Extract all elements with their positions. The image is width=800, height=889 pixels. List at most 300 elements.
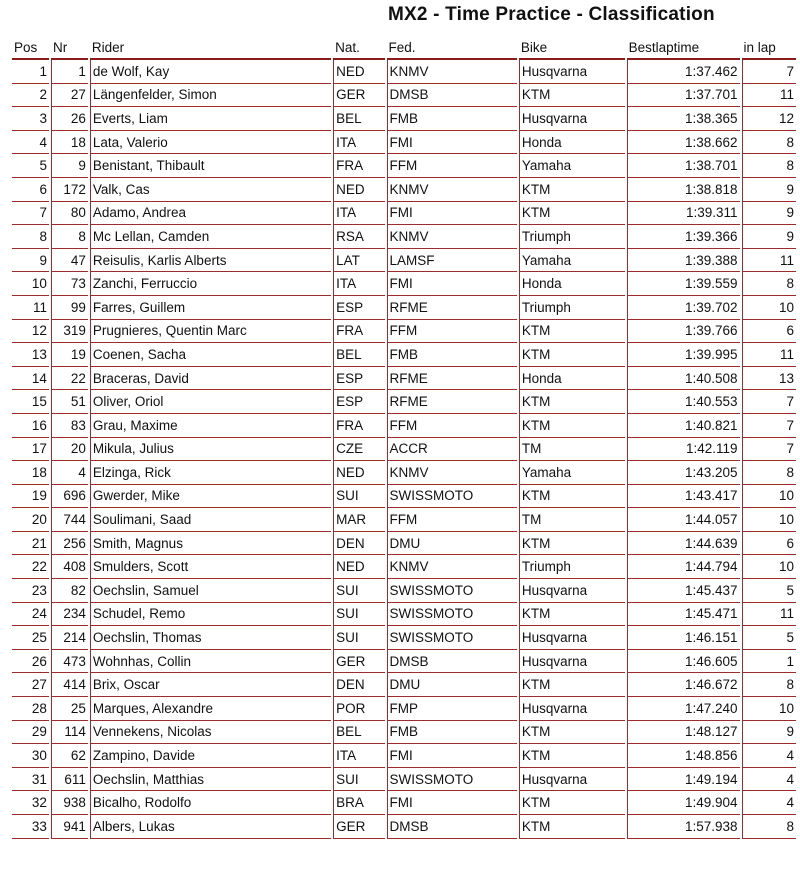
table-row — [12, 390, 796, 414]
cell-rider: Farres, Guillem — [90, 296, 331, 320]
table-row — [12, 673, 796, 697]
table-row — [12, 272, 796, 296]
table-row — [12, 414, 796, 438]
cell-bike: TM — [519, 508, 625, 532]
cell-pos: 18 — [12, 461, 49, 485]
cell-nat: NED — [333, 461, 384, 485]
cell-pos: 9 — [12, 249, 49, 273]
cell-pos: 14 — [12, 367, 49, 391]
cell-in-lap: 5 — [742, 626, 796, 650]
cell-pos: 7 — [12, 202, 49, 226]
cell-in-lap: 11 — [742, 84, 796, 108]
cell-bike: KTM — [519, 532, 625, 556]
cell-bike: Husqvarna — [519, 626, 625, 650]
cell-nat: GER — [333, 84, 384, 108]
table-row — [12, 84, 796, 108]
table-row — [12, 815, 796, 839]
cell-rider: Gwerder, Mike — [90, 485, 331, 509]
cell-bestlaptime: 1:57.938 — [627, 815, 740, 839]
cell-nat: ITA — [333, 202, 384, 226]
cell-fed: FFM — [387, 154, 517, 178]
cell-in-lap: 7 — [742, 438, 796, 462]
cell-nr: 611 — [51, 768, 88, 792]
cell-nat: SUI — [333, 626, 384, 650]
cell-fed: KNMV — [387, 461, 517, 485]
cell-rider: Grau, Maxime — [90, 414, 331, 438]
cell-fed: SWISSMOTO — [387, 603, 517, 627]
cell-nr: 27 — [51, 84, 88, 108]
cell-fed: FFM — [387, 320, 517, 344]
cell-fed: RFME — [387, 367, 517, 391]
cell-nat: LAT — [333, 249, 384, 273]
table-row — [12, 508, 796, 532]
table-row — [12, 791, 796, 815]
cell-rider: Zanchi, Ferruccio — [90, 272, 331, 296]
cell-pos: 17 — [12, 438, 49, 462]
cell-fed: FMI — [387, 744, 517, 768]
cell-bestlaptime: 1:46.672 — [627, 673, 740, 697]
column-header-pos: Pos — [12, 36, 49, 60]
cell-nr: 73 — [51, 272, 88, 296]
cell-bike: Honda — [519, 272, 625, 296]
cell-bike: KTM — [519, 178, 625, 202]
table-row — [12, 744, 796, 768]
cell-nat: ESP — [333, 390, 384, 414]
cell-fed: DMSB — [387, 84, 517, 108]
cell-bike: KTM — [519, 721, 625, 745]
cell-rider: Schudel, Remo — [90, 603, 331, 627]
cell-bestlaptime: 1:39.559 — [627, 272, 740, 296]
cell-bestlaptime: 1:44.639 — [627, 532, 740, 556]
cell-pos: 30 — [12, 744, 49, 768]
cell-in-lap: 10 — [742, 296, 796, 320]
table-row — [12, 461, 796, 485]
cell-fed: LAMSF — [387, 249, 517, 273]
table-row — [12, 650, 796, 674]
cell-pos: 19 — [12, 485, 49, 509]
cell-fed: SWISSMOTO — [387, 485, 517, 509]
cell-bike: KTM — [519, 744, 625, 768]
cell-fed: KNMV — [387, 555, 517, 579]
cell-bestlaptime: 1:39.702 — [627, 296, 740, 320]
table-row — [12, 154, 796, 178]
cell-bestlaptime: 1:43.205 — [627, 461, 740, 485]
cell-pos: 20 — [12, 508, 49, 532]
cell-bestlaptime: 1:38.662 — [627, 131, 740, 155]
cell-in-lap: 10 — [742, 555, 796, 579]
cell-pos: 33 — [12, 815, 49, 839]
cell-rider: Zampino, Davide — [90, 744, 331, 768]
cell-bike: Honda — [519, 367, 625, 391]
cell-in-lap: 4 — [742, 791, 796, 815]
cell-bike: Husqvarna — [519, 768, 625, 792]
cell-nr: 214 — [51, 626, 88, 650]
classification-table — [10, 36, 798, 839]
cell-in-lap: 8 — [742, 154, 796, 178]
cell-nat: NED — [333, 555, 384, 579]
cell-pos: 21 — [12, 532, 49, 556]
cell-nr: 47 — [51, 249, 88, 273]
cell-in-lap: 7 — [742, 390, 796, 414]
cell-nat: BEL — [333, 343, 384, 367]
cell-nr: 172 — [51, 178, 88, 202]
cell-nat: ESP — [333, 367, 384, 391]
cell-bestlaptime: 1:40.821 — [627, 414, 740, 438]
cell-rider: Everts, Liam — [90, 107, 331, 131]
table-row — [12, 320, 796, 344]
cell-rider: Vennekens, Nicolas — [90, 721, 331, 745]
cell-rider: Oliver, Oriol — [90, 390, 331, 414]
cell-rider: Lata, Valerio — [90, 131, 331, 155]
cell-pos: 10 — [12, 272, 49, 296]
cell-bike: Yamaha — [519, 461, 625, 485]
table-row — [12, 367, 796, 391]
cell-pos: 1 — [12, 60, 49, 84]
cell-bike: Husqvarna — [519, 579, 625, 603]
cell-fed: FMI — [387, 791, 517, 815]
cell-fed: FMB — [387, 343, 517, 367]
cell-in-lap: 4 — [742, 744, 796, 768]
cell-nr: 80 — [51, 202, 88, 226]
cell-nat: RSA — [333, 225, 384, 249]
table-row — [12, 225, 796, 249]
cell-rider: Valk, Cas — [90, 178, 331, 202]
cell-rider: Smith, Magnus — [90, 532, 331, 556]
cell-in-lap: 1 — [742, 650, 796, 674]
cell-nat: FRA — [333, 320, 384, 344]
cell-bestlaptime: 1:42.119 — [627, 438, 740, 462]
cell-nr: 4 — [51, 461, 88, 485]
table-row — [12, 697, 796, 721]
cell-bike: Triumph — [519, 296, 625, 320]
cell-in-lap: 8 — [742, 673, 796, 697]
cell-pos: 5 — [12, 154, 49, 178]
cell-bestlaptime: 1:40.553 — [627, 390, 740, 414]
cell-bestlaptime: 1:45.471 — [627, 603, 740, 627]
cell-rider: Soulimani, Saad — [90, 508, 331, 532]
cell-fed: FMP — [387, 697, 517, 721]
table-row — [12, 532, 796, 556]
table-row — [12, 107, 796, 131]
cell-fed: KNMV — [387, 60, 517, 84]
column-header-nr: Nr — [51, 36, 88, 60]
table-row — [12, 438, 796, 462]
table-row — [12, 579, 796, 603]
cell-nat: FRA — [333, 154, 384, 178]
cell-rider: Oechslin, Samuel — [90, 579, 331, 603]
cell-in-lap: 7 — [742, 60, 796, 84]
cell-bestlaptime: 1:39.366 — [627, 225, 740, 249]
column-header-in-lap: in lap — [742, 36, 796, 60]
cell-rider: Reisulis, Karlis Alberts — [90, 249, 331, 273]
cell-nr: 9 — [51, 154, 88, 178]
cell-nr: 99 — [51, 296, 88, 320]
cell-nat: ITA — [333, 744, 384, 768]
cell-bike: KTM — [519, 343, 625, 367]
cell-pos: 3 — [12, 107, 49, 131]
cell-fed: FMB — [387, 721, 517, 745]
cell-nr: 938 — [51, 791, 88, 815]
cell-pos: 27 — [12, 673, 49, 697]
cell-fed: FFM — [387, 414, 517, 438]
cell-bestlaptime: 1:38.818 — [627, 178, 740, 202]
cell-fed: SWISSMOTO — [387, 768, 517, 792]
column-header-bestlaptime: Bestlaptime — [627, 36, 740, 60]
cell-pos: 28 — [12, 697, 49, 721]
cell-pos: 12 — [12, 320, 49, 344]
column-header-nat: Nat. — [333, 36, 384, 60]
cell-in-lap: 10 — [742, 485, 796, 509]
cell-nr: 22 — [51, 367, 88, 391]
cell-rider: Oechslin, Matthias — [90, 768, 331, 792]
cell-in-lap: 7 — [742, 414, 796, 438]
cell-fed: FMI — [387, 202, 517, 226]
cell-nat: DEN — [333, 673, 384, 697]
cell-bike: Triumph — [519, 555, 625, 579]
cell-nr: 114 — [51, 721, 88, 745]
cell-bestlaptime: 1:44.057 — [627, 508, 740, 532]
cell-in-lap: 12 — [742, 107, 796, 131]
cell-nat: DEN — [333, 532, 384, 556]
cell-fed: FMB — [387, 107, 517, 131]
cell-pos: 6 — [12, 178, 49, 202]
cell-pos: 25 — [12, 626, 49, 650]
cell-bike: KTM — [519, 603, 625, 627]
cell-in-lap: 4 — [742, 768, 796, 792]
column-header-bike: Bike — [519, 36, 625, 60]
cell-bike: Husqvarna — [519, 697, 625, 721]
table-row — [12, 131, 796, 155]
cell-in-lap: 11 — [742, 343, 796, 367]
table-row — [12, 555, 796, 579]
cell-fed: RFME — [387, 296, 517, 320]
cell-nat: SUI — [333, 603, 384, 627]
table-row — [12, 296, 796, 320]
cell-nr: 20 — [51, 438, 88, 462]
cell-in-lap: 8 — [742, 131, 796, 155]
cell-nr: 234 — [51, 603, 88, 627]
cell-bike: KTM — [519, 791, 625, 815]
cell-bike: Husqvarna — [519, 60, 625, 84]
cell-bike: Honda — [519, 131, 625, 155]
cell-rider: Benistant, Thibault — [90, 154, 331, 178]
cell-rider: Längenfelder, Simon — [90, 84, 331, 108]
cell-pos: 32 — [12, 791, 49, 815]
cell-in-lap: 9 — [742, 178, 796, 202]
cell-in-lap: 9 — [742, 225, 796, 249]
table-row — [12, 202, 796, 226]
cell-nat: NED — [333, 178, 384, 202]
cell-bestlaptime: 1:44.794 — [627, 555, 740, 579]
cell-fed: DMU — [387, 532, 517, 556]
cell-nat: NED — [333, 60, 384, 84]
table-row — [12, 343, 796, 367]
cell-pos: 8 — [12, 225, 49, 249]
cell-in-lap: 13 — [742, 367, 796, 391]
cell-nat: FRA — [333, 414, 384, 438]
cell-fed: KNMV — [387, 178, 517, 202]
cell-nat: BRA — [333, 791, 384, 815]
cell-bestlaptime: 1:37.701 — [627, 84, 740, 108]
cell-in-lap: 8 — [742, 272, 796, 296]
cell-nat: GER — [333, 650, 384, 674]
cell-nat: SUI — [333, 768, 384, 792]
cell-bestlaptime: 1:45.437 — [627, 579, 740, 603]
cell-fed: FFM — [387, 508, 517, 532]
cell-pos: 15 — [12, 390, 49, 414]
cell-in-lap: 8 — [742, 461, 796, 485]
cell-in-lap: 8 — [742, 815, 796, 839]
cell-bike: TM — [519, 438, 625, 462]
cell-pos: 29 — [12, 721, 49, 745]
cell-rider: Bicalho, Rodolfo — [90, 791, 331, 815]
cell-nr: 1 — [51, 60, 88, 84]
cell-nr: 62 — [51, 744, 88, 768]
column-header-fed: Fed. — [387, 36, 517, 60]
cell-bike: Yamaha — [519, 154, 625, 178]
page-title: MX2 - Time Practice - Classification — [388, 4, 715, 25]
cell-bestlaptime: 1:47.240 — [627, 697, 740, 721]
cell-bike: KTM — [519, 485, 625, 509]
cell-fed: SWISSMOTO — [387, 579, 517, 603]
cell-pos: 13 — [12, 343, 49, 367]
table-row — [12, 721, 796, 745]
cell-fed: FMI — [387, 272, 517, 296]
table-row — [12, 178, 796, 202]
cell-pos: 31 — [12, 768, 49, 792]
table-row — [12, 603, 796, 627]
cell-nr: 414 — [51, 673, 88, 697]
cell-bestlaptime: 1:38.701 — [627, 154, 740, 178]
cell-nr: 408 — [51, 555, 88, 579]
cell-bestlaptime: 1:39.388 — [627, 249, 740, 273]
cell-nat: ESP — [333, 296, 384, 320]
cell-rider: Braceras, David — [90, 367, 331, 391]
cell-nr: 473 — [51, 650, 88, 674]
table-row — [12, 249, 796, 273]
cell-nr: 18 — [51, 131, 88, 155]
cell-in-lap: 10 — [742, 508, 796, 532]
cell-bestlaptime: 1:46.151 — [627, 626, 740, 650]
cell-nr: 696 — [51, 485, 88, 509]
cell-nr: 83 — [51, 414, 88, 438]
cell-rider: de Wolf, Kay — [90, 60, 331, 84]
cell-nat: ITA — [333, 131, 384, 155]
cell-rider: Marques, Alexandre — [90, 697, 331, 721]
cell-bike: KTM — [519, 320, 625, 344]
cell-pos: 26 — [12, 650, 49, 674]
cell-in-lap: 11 — [742, 603, 796, 627]
cell-bike: Yamaha — [519, 249, 625, 273]
cell-nat: SUI — [333, 485, 384, 509]
cell-bestlaptime: 1:49.194 — [627, 768, 740, 792]
cell-in-lap: 9 — [742, 721, 796, 745]
cell-rider: Wohnhas, Collin — [90, 650, 331, 674]
cell-bike: KTM — [519, 673, 625, 697]
cell-nat: ITA — [333, 272, 384, 296]
cell-nr: 744 — [51, 508, 88, 532]
cell-nat: BEL — [333, 721, 384, 745]
cell-nat: GER — [333, 815, 384, 839]
cell-bestlaptime: 1:48.856 — [627, 744, 740, 768]
cell-nat: MAR — [333, 508, 384, 532]
cell-rider: Mc Lellan, Camden — [90, 225, 331, 249]
cell-nr: 82 — [51, 579, 88, 603]
cell-nat: BEL — [333, 107, 384, 131]
cell-bike: KTM — [519, 815, 625, 839]
cell-nat: SUI — [333, 579, 384, 603]
cell-bestlaptime: 1:46.605 — [627, 650, 740, 674]
cell-in-lap: 10 — [742, 697, 796, 721]
cell-bestlaptime: 1:40.508 — [627, 367, 740, 391]
cell-bestlaptime: 1:48.127 — [627, 721, 740, 745]
cell-bestlaptime: 1:38.365 — [627, 107, 740, 131]
cell-pos: 2 — [12, 84, 49, 108]
column-header-rider: Rider — [90, 36, 331, 60]
cell-rider: Adamo, Andrea — [90, 202, 331, 226]
cell-pos: 22 — [12, 555, 49, 579]
page-header — [0, 4, 800, 28]
cell-fed: DMU — [387, 673, 517, 697]
table-row — [12, 60, 796, 84]
cell-nr: 25 — [51, 697, 88, 721]
cell-bestlaptime: 1:49.904 — [627, 791, 740, 815]
cell-bestlaptime: 1:39.311 — [627, 202, 740, 226]
table-row — [12, 768, 796, 792]
cell-bestlaptime: 1:39.766 — [627, 320, 740, 344]
cell-in-lap: 11 — [742, 249, 796, 273]
cell-pos: 24 — [12, 603, 49, 627]
cell-bike: KTM — [519, 84, 625, 108]
cell-rider: Mikula, Julius — [90, 438, 331, 462]
cell-fed: RFME — [387, 390, 517, 414]
cell-fed: DMSB — [387, 815, 517, 839]
cell-nr: 19 — [51, 343, 88, 367]
cell-fed: FMI — [387, 131, 517, 155]
cell-nat: CZE — [333, 438, 384, 462]
cell-in-lap: 6 — [742, 532, 796, 556]
cell-bestlaptime: 1:43.417 — [627, 485, 740, 509]
cell-pos: 11 — [12, 296, 49, 320]
cell-fed: SWISSMOTO — [387, 626, 517, 650]
cell-bike: KTM — [519, 414, 625, 438]
cell-nr: 941 — [51, 815, 88, 839]
cell-rider: Smulders, Scott — [90, 555, 331, 579]
cell-bike: Husqvarna — [519, 650, 625, 674]
cell-nr: 319 — [51, 320, 88, 344]
cell-in-lap: 5 — [742, 579, 796, 603]
cell-bestlaptime: 1:39.995 — [627, 343, 740, 367]
cell-rider: Oechslin, Thomas — [90, 626, 331, 650]
cell-nr: 8 — [51, 225, 88, 249]
cell-fed: DMSB — [387, 650, 517, 674]
cell-nr: 26 — [51, 107, 88, 131]
cell-pos: 23 — [12, 579, 49, 603]
table-row — [12, 626, 796, 650]
cell-nr: 51 — [51, 390, 88, 414]
cell-bike: KTM — [519, 390, 625, 414]
cell-nat: POR — [333, 697, 384, 721]
cell-rider: Coenen, Sacha — [90, 343, 331, 367]
cell-bike: KTM — [519, 202, 625, 226]
table-row — [12, 485, 796, 509]
cell-rider: Elzinga, Rick — [90, 461, 331, 485]
cell-rider: Brix, Oscar — [90, 673, 331, 697]
cell-rider: Prugnieres, Quentin Marc — [90, 320, 331, 344]
cell-pos: 4 — [12, 131, 49, 155]
table-header-row — [12, 36, 796, 60]
cell-bestlaptime: 1:37.462 — [627, 60, 740, 84]
